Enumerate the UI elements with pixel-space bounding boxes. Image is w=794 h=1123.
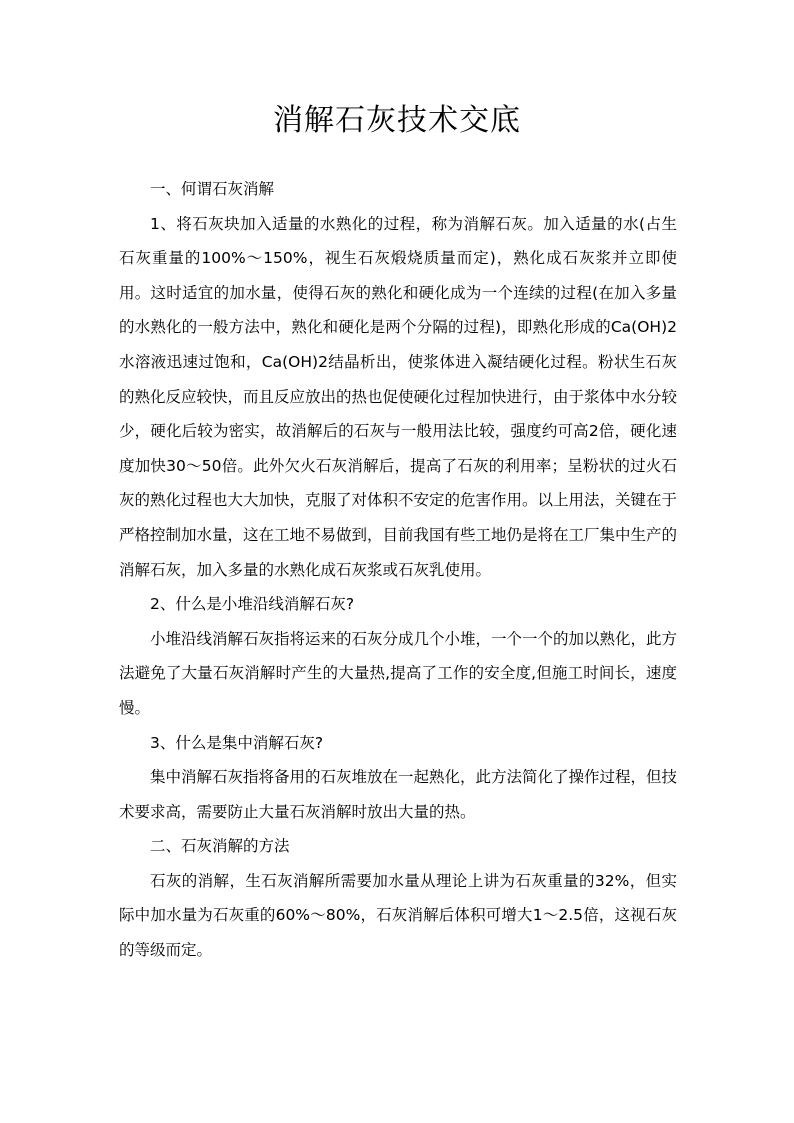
paragraph-centralized-slaking: 集中消解石灰指将备用的石灰堆放在一起熟化，此方法简化了操作过程，但技术要求高，需要防止大量石灰消解时放出大量的热。 <box>119 768 678 821</box>
paragraph-small-pile-slaking: 小堆沿线消解石灰指将运来的石灰分成几个小堆，一个一个的加以熟化，此方法避免了大量石灰消解时产生的大量热,提高了工作的安全度,但施工时间长，速度慢。 <box>119 629 678 717</box>
document-title: 消解石灰技术交底 <box>273 103 521 138</box>
section-heading-1: 一、何谓石灰消解 <box>150 180 275 198</box>
question-small-pile-slaking: 2、什么是小堆沿线消解石灰? <box>150 595 355 614</box>
question-centralized-slaking: 3、什么是集中消解石灰? <box>150 733 324 752</box>
section-heading-2: 二、石灰消解的方法 <box>150 837 290 856</box>
document-body <box>119 172 677 968</box>
paragraph-slaking-method: 石灰的消解，生石灰消解所需要加水量从理论上讲为石灰重量的32%，但实际中加水量为石灰重的60%～80%，石灰消解后体积可增大1～2.5倍，这视石灰的等级而定。 <box>119 871 677 960</box>
paragraph-lime-slaking-definition: 1、将石灰块加入适量的水熟化的过程，称为消解石灰。加入适量的水(占生石灰重量的100%～150%，视生石灰煅烧质量而定)，熟化成石灰浆并立即使用。这时适宜的加水量，使得石灰的熟化和硬化成为一个连续的过程(在加入多量的水熟化的一般方法中，熟化和硬化是两个分隔的过程)，即熟化形成的Ca(OH)2水溶液迅速过饱和，Ca(OH)2结晶析出，使浆体进入凝结硬化过程。粉状生石灰的熟化反应较快，而且反应放出的热也促使硬化过程加快进行，由于浆体中水分较少，硬化后较为密实，故消解后的石灰与一般用法比较，强度约可高2倍，硬化速度加快30～50倍。此外欠火石灰消解后，提高了石灰的利用率；呈粉状的过火石灰的熟化过程也大大加快，克服了对体积不安定的危害作用。以上用法，关键在于严格控制加水量，这在工地不易做到，目前我国有些工地仍是将在工厂集中生产的消解石灰，加入多量的水熟化成石灰浆或石灰乳使用。 <box>119 214 678 579</box>
